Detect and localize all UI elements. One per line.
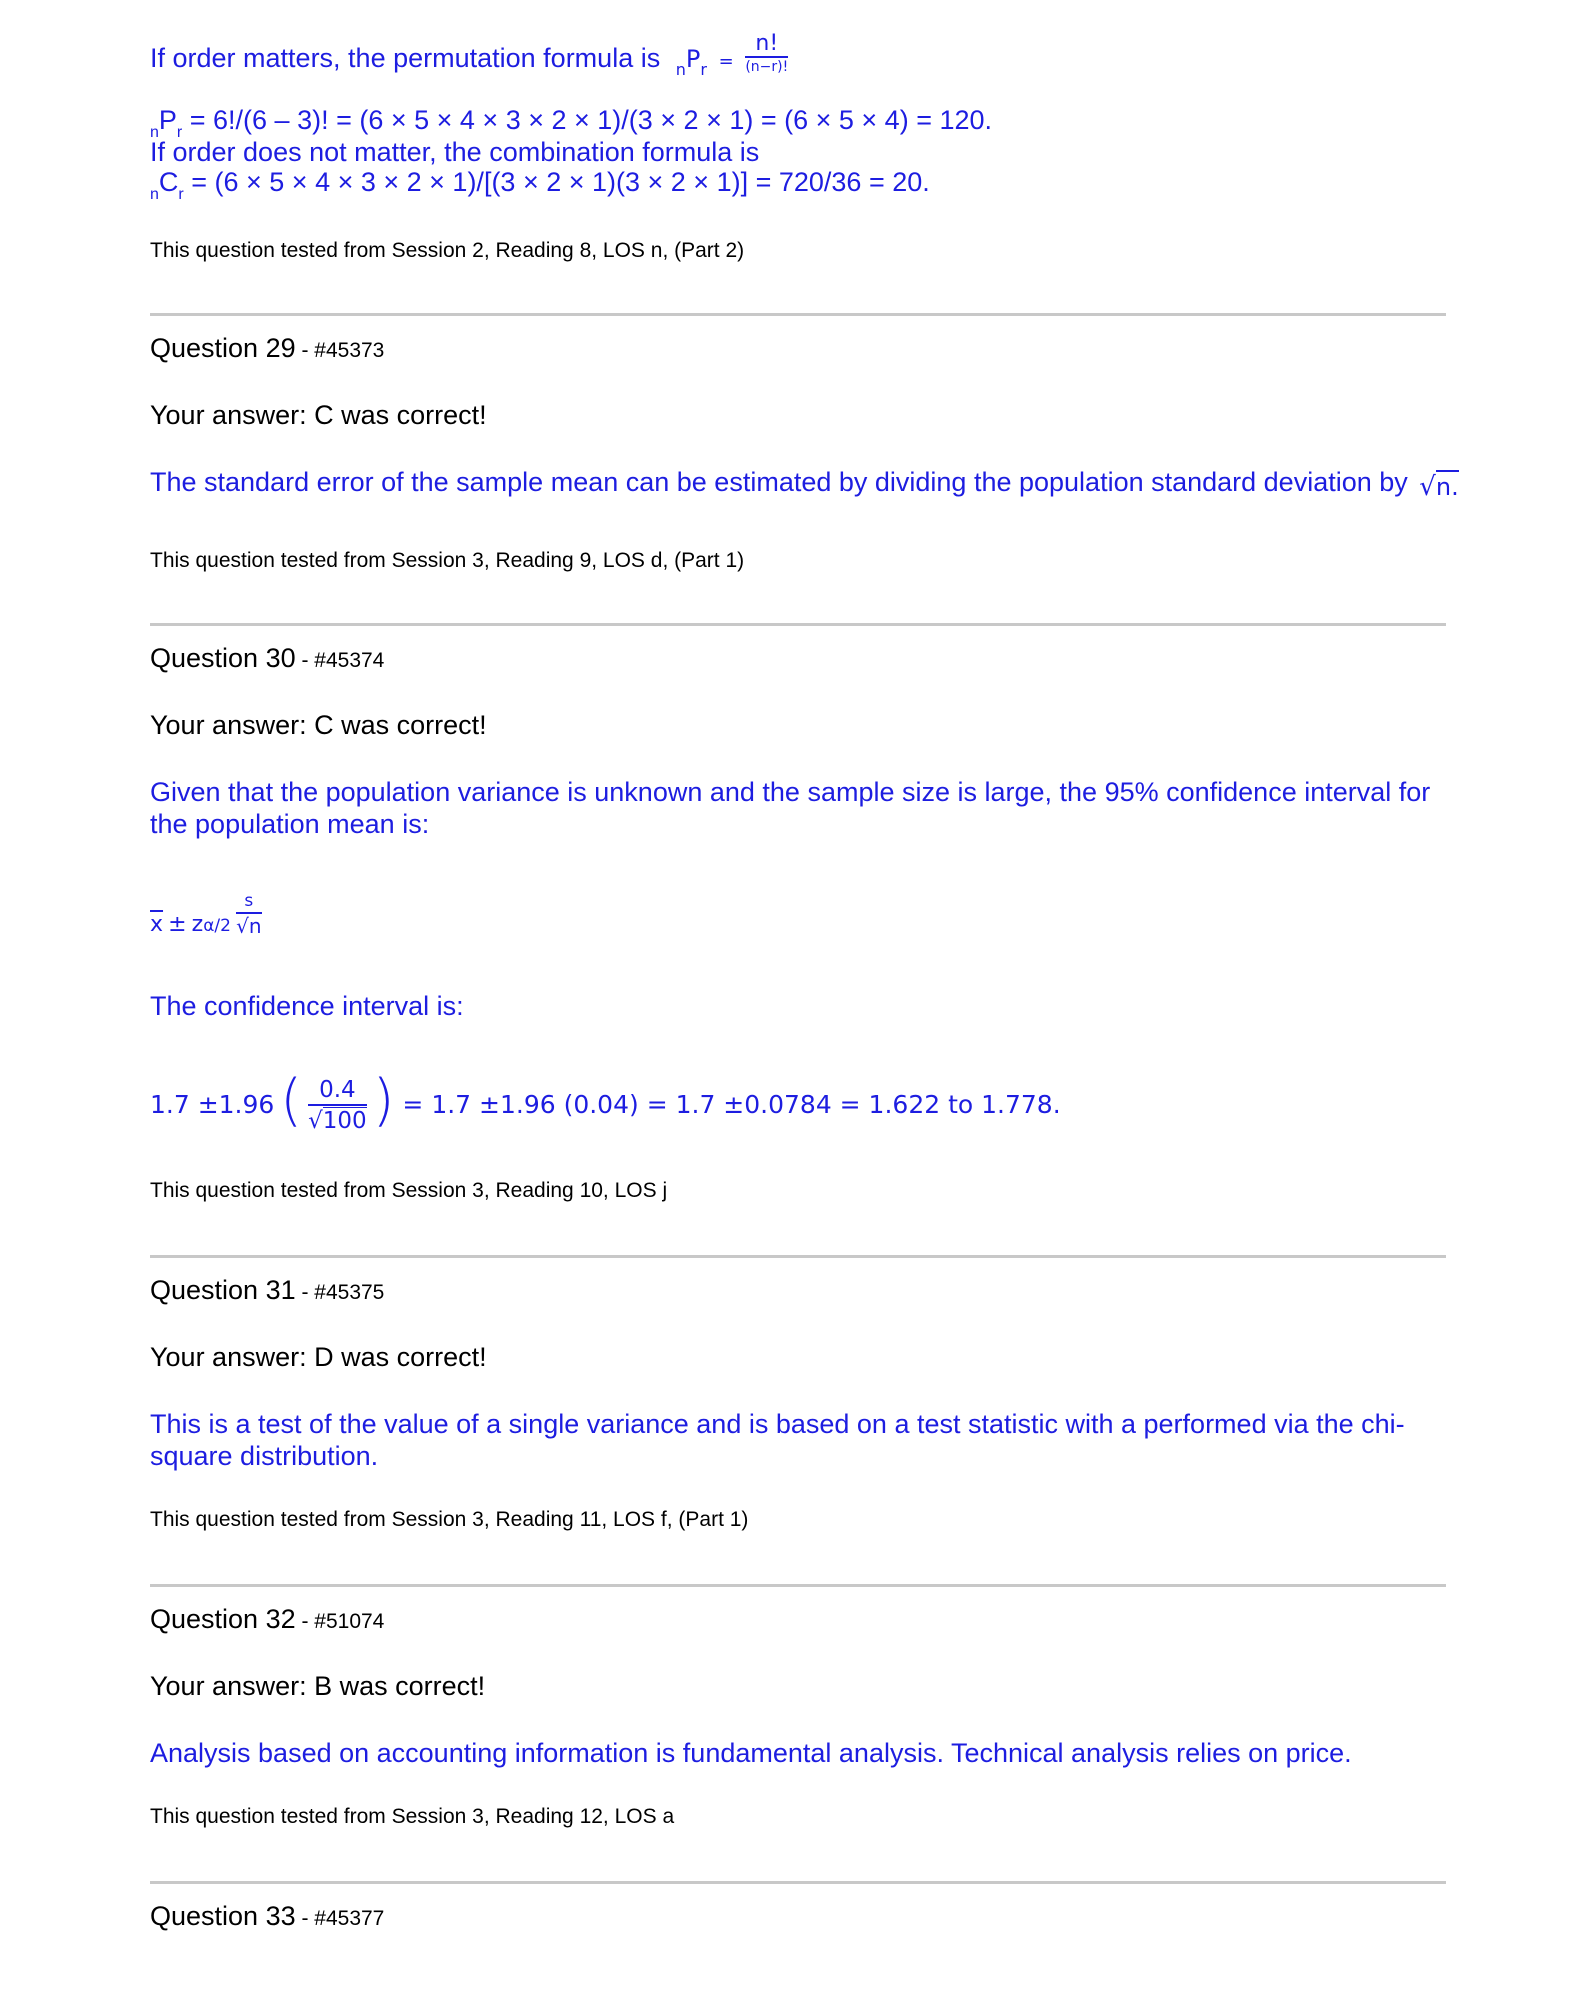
question-heading: [150, 1274, 384, 1306]
tested-from-line: This question tested from Session 3, Reading 12, LOS a: [150, 1805, 675, 1828]
formula-p: P: [685, 45, 701, 73]
ci-intro: The confidence interval is:: [150, 991, 464, 1021]
question-heading: [150, 642, 384, 674]
question-sep: -: [295, 339, 315, 362]
tested-from-line: This question tested from Session 2, Reading 8, LOS n, (Part 2): [150, 239, 745, 262]
divider: [150, 1881, 1446, 1884]
tested-from-line: This question tested from Session 3, Reading 10, LOS j: [150, 1179, 668, 1202]
divider: [150, 623, 1446, 626]
ci-tail: = 1.7 ±1.96 (0.04) = 1.7 ±0.0784 = 1.622 to 1.778.: [402, 1090, 1061, 1119]
calc-sub-r: r: [178, 186, 184, 203]
explanation-line: This is a test of the value of a single variance and is based on a test statistic with a performed via the chi-: [150, 1409, 1405, 1439]
question-sep: -: [295, 1907, 315, 1930]
divider: [150, 1255, 1446, 1258]
formula-sub-n: n: [675, 60, 686, 79]
question-id: #45373: [314, 339, 385, 362]
question-title: Question 33: [150, 1901, 296, 1931]
explanation-line: square distribution.: [150, 1441, 379, 1471]
formula-eq: =: [718, 51, 734, 72]
right-paren: ): [372, 1068, 395, 1133]
calc-rest: = 6!/(6 – 3)! = (6 × 5 × 4 × 3 × 2 × 1)/(3 × 2 × 1) = (6 × 5 × 4) = 120.: [182, 105, 993, 135]
question-heading: [150, 1603, 384, 1635]
ci-fraction: $\frac{0.4}{√100}$: [308, 1077, 367, 1134]
fraction-denominator: (n−r)!: [745, 59, 789, 75]
explanation: Analysis based on accounting information is fundamental analysis. Technical analysis relies on price.: [150, 1738, 1352, 1768]
calc-sub-n: n: [150, 124, 159, 141]
calc-rest: = (6 × 5 × 4 × 3 × 2 × 1)/[(3 × 2 × 1)(3 × 2 × 1)] = 720/36 = 20.: [183, 167, 930, 197]
question-id: #45374: [314, 649, 385, 672]
calc-sub-r: r: [176, 124, 183, 141]
calc-p: P: [158, 105, 177, 135]
formula-sub-r: r: [700, 60, 707, 79]
calc-sub-n: n: [150, 186, 159, 203]
z-alpha-2: zα/2: [191, 911, 231, 937]
tested-from-line: This question tested from Session 3, Reading 9, LOS d, (Part 1): [150, 549, 745, 572]
s-over-sqrt-n: $\frac{s}{√n}$: [236, 891, 262, 938]
combination-calculation: [150, 166, 930, 203]
question-id: #45377: [314, 1907, 385, 1930]
permutation-formula: [675, 31, 789, 79]
explanation-line: the population mean is:: [150, 809, 430, 839]
permutation-intro-text: If order matters, the permutation formula is: [150, 43, 661, 73]
answer-status: Your answer: B was correct!: [150, 1671, 486, 1701]
combination-intro: If order does not matter, the combination formula is: [150, 137, 760, 167]
explanation-line: Given that the population variance is unknown and the sample size is large, the 95% confidence interval for: [150, 777, 1431, 807]
calc-c: C: [158, 167, 179, 197]
plus-minus: ±: [168, 911, 187, 937]
question-sep: -: [295, 1281, 315, 1304]
sqrt-radicand: n.: [1436, 470, 1459, 501]
tested-from-line: This question tested from Session 3, Reading 11, LOS f, (Part 1): [150, 1508, 749, 1531]
answer-status: Your answer: C was correct!: [150, 400, 487, 430]
divider: [150, 313, 1446, 316]
question-id: #51074: [314, 1610, 385, 1633]
ci-calculation: [150, 1060, 1061, 1140]
permutation-intro-line: [150, 31, 789, 82]
question-title: Question 31: [150, 1275, 296, 1305]
answer-status: Your answer: D was correct!: [150, 1342, 487, 1372]
question-title: Question 32: [150, 1604, 296, 1634]
permutation-fraction: [745, 32, 788, 76]
question-heading: [150, 332, 384, 364]
question-heading: [150, 1900, 384, 1932]
ci-general-formula: [150, 888, 262, 948]
explanation: [150, 466, 1459, 502]
ci-lead: 1.7 ±1.96: [150, 1090, 275, 1119]
xbar-symbol: $\overline{x}$: [150, 911, 164, 937]
explanation-text: The standard error of the sample mean can be estimated by dividing the population standard deviation by: [150, 467, 1408, 497]
fraction-numerator: n!: [745, 32, 788, 58]
question-title: Question 30: [150, 643, 296, 673]
question-title: Question 29: [150, 333, 296, 363]
question-sep: -: [295, 1610, 315, 1633]
divider: [150, 1584, 1446, 1587]
question-sep: -: [295, 649, 315, 672]
sqrt-n-symbol: √n.: [1419, 472, 1459, 502]
left-paren: (: [280, 1068, 303, 1133]
question-id: #45375: [314, 1281, 385, 1304]
answer-status: Your answer: C was correct!: [150, 710, 487, 740]
